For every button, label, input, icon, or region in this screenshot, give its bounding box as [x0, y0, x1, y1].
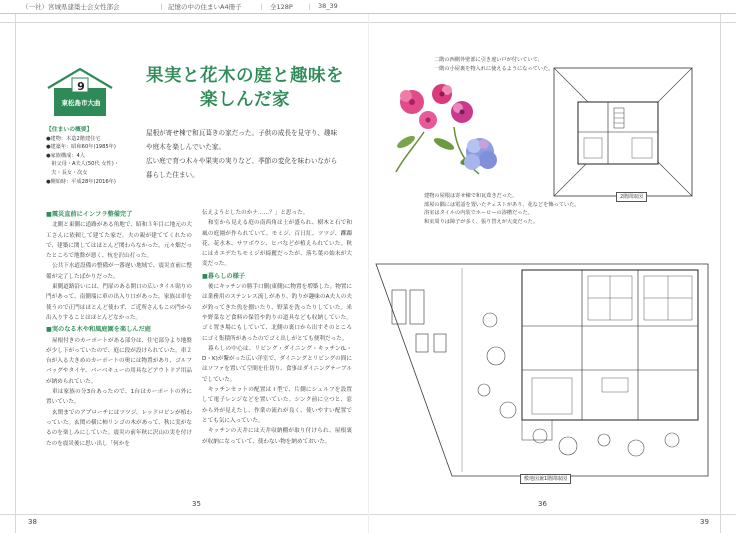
header-divider: ｜	[258, 3, 265, 11]
crop-line	[15, 14, 16, 533]
summary-item: ●開始時：平成28年(2016年)	[46, 178, 116, 185]
house-area: 東松島市大曲	[61, 99, 101, 107]
site-floor-plan	[372, 260, 712, 480]
paragraph: 暮らしの中心は、リビング・ダイニング・キッチン(L・D・K)が繋がった広い洋室で、ダイニングとリビングの間にはソファを置いて空間を仕切り、食事はダイニングテーブルでしていた。	[202, 345, 352, 383]
paragraph: 公共下水道設備の整備が一番遅い地域で、震災直前に整備が完了したばかりだった。	[46, 263, 192, 280]
lead-line: や庭木を楽しんでいた家。	[146, 143, 226, 151]
header-divider: ｜	[306, 3, 313, 11]
caption-line: 部屋の隅には電話を置いたチェストがあり、花などを飾っていた。	[424, 201, 580, 208]
paragraph: キッチンセットの配置は I 型で、片側にシェルフを設置して電子レンジなどを置いていた。シンク前に立つと、窓から外が見えたし、作業の流れが良く、使いやすい配置でとても気に入っていた。	[202, 387, 352, 424]
paragraph: 伝えようとしたのかナ……？」と思った。	[202, 210, 309, 216]
caption-line: 和室周りは障子が多く、張り替えが大変だった。	[424, 218, 539, 225]
page-number: 36	[538, 500, 547, 508]
caption-line: 建物の屋根は寄せ棟で和瓦葺きだった。	[424, 193, 518, 199]
section-heading: ■震災直前にインフラ整備完了	[46, 211, 133, 218]
header-book: 記憶の中の住まいA4冊子	[168, 3, 242, 11]
paragraph: 東側道路沿いには、門扉のある開口の広いタイル貼りの門があって、南側端に車の出入り口があった。家族は車を使うので正門はほとんど使わず、ご近所さんもこの門から出入りすることはほとんどなかった。	[46, 284, 192, 321]
section-heading: ■実のなる木や和風庭園を楽しんだ庭	[46, 326, 151, 334]
second-floor-plan	[548, 62, 700, 202]
title-line: 楽しんだ家	[200, 90, 290, 110]
summary-item: 祖父母・A夫人(50代 女性)・	[46, 161, 119, 168]
summary-item: ●建物：木造2階建住宅	[46, 135, 101, 142]
crop-line	[720, 14, 721, 533]
section-heading: ■暮らしの様子	[202, 272, 245, 280]
site-plan-label: 敷地図兼1階間取図	[520, 474, 571, 484]
flower-illustration	[384, 72, 510, 182]
house-summary	[46, 126, 134, 188]
spine	[368, 14, 369, 533]
summary-item: ●家族構成：4人	[46, 152, 85, 159]
page-number: 38	[28, 518, 37, 526]
page-number: 39	[700, 518, 709, 526]
middle-column	[202, 208, 352, 508]
summary-item: 夫・長女・次女	[46, 169, 88, 176]
lead-text	[146, 126, 356, 182]
caption-line: 浴室はタイルの内装でホーローの浴槽だった。	[424, 210, 533, 217]
caption-line: 二階の西側外壁部に引き違い戸が付いていて、	[434, 57, 543, 63]
lead-line: 暮らした住まい。	[146, 171, 199, 179]
paragraph: キッチンの天井には天井収納棚が取り付けられ、屋根裏が収納になっていて、使わない物を納めておいた。	[202, 428, 352, 445]
paragraph: 玄関までのアプローチにはツツジ、レッドロビンが植わっていた。玄関の横に柿リンゴの木があって、秋に実がなるのを楽しみにしていた。震災の前年秋に沢山の実を付けたのを震災後に思い出し「何かを	[46, 409, 192, 447]
summary-heading: 【住まいの概要】	[46, 127, 93, 133]
header-divider: ｜	[158, 3, 165, 11]
summary-item: ●建築年：昭和60年(1985年)	[46, 144, 116, 151]
page-title	[145, 64, 345, 112]
caption-line: 一階の小屋裏を物入れに使えるようになっていた。	[434, 65, 554, 72]
title-line: 果実と花木の庭と趣味を	[146, 66, 344, 86]
header-org: （一社）宮城県建築士会女性部会	[22, 3, 120, 11]
lead-line: 広い庭で育つ木々や果実の実りなど、季節の変化を味わいながら	[146, 157, 338, 165]
lead-line: 屋根が寄せ棟で和瓦葺きの家だった。子供の成長を見守り、趣味	[146, 129, 338, 137]
caption-house-notes	[424, 192, 604, 226]
header-spread: 38_39	[318, 2, 338, 10]
left-column	[46, 208, 192, 508]
house-number: 9	[77, 80, 85, 93]
paragraph: 車は家族の分3台あったので、1台はカーポートの外に置いていた。	[46, 389, 192, 406]
paragraph: 北側と東側に道路がある角地で、昭和３年目に地元の大工さんに依頼して建てた家だ。夫の親が建ててくれたので、建築に関してはほとんど関わらなかった。元々畑だったところで地盤が悪く、杭を沢山打った。	[46, 222, 192, 260]
floor2-label: 2階間取図	[616, 192, 647, 202]
page-number: 35	[192, 500, 201, 508]
header-pages: 全128P	[270, 3, 293, 11]
paragraph: 和室から見える庭の南西角は土が盛られ、樹木と石で和風の庭園が作られていて、モミジ、百日紅、ツツジ、躑躅花、花水木、サワボウシ、ヒバなどが植えられていた。秋にはカエデたちモミジが綺麗だったが、落ち葉の始末が大変だった。	[202, 220, 352, 268]
paragraph: 後にキッチンの勝手口側(東側)に物置を増築した。物置には業務用のステンレス流しがあり、釣りが趣味のA夫人の夫が釣ってきた魚を捌いたり、野菜を洗ったりしていた。米や野菜など食料の保管や釣りの道具なども収納していた。ゴミ置き場にもしていて、北側の裏口から出すそのところにゴミ集積所があったのでゴミ出しがとても便利だった。	[202, 284, 352, 342]
print-header	[0, 0, 736, 14]
paragraph: 屋根付きのカーポートがある部分は、住宅部分より地盤が少し下がっていたので、庭に段が設けられていた。車２台が入る大きめのカーポートの奥には物置があり、ゴルフバッグやタイヤ、バーベキューの用具などアウトドア用品が納められていた。	[46, 337, 192, 385]
